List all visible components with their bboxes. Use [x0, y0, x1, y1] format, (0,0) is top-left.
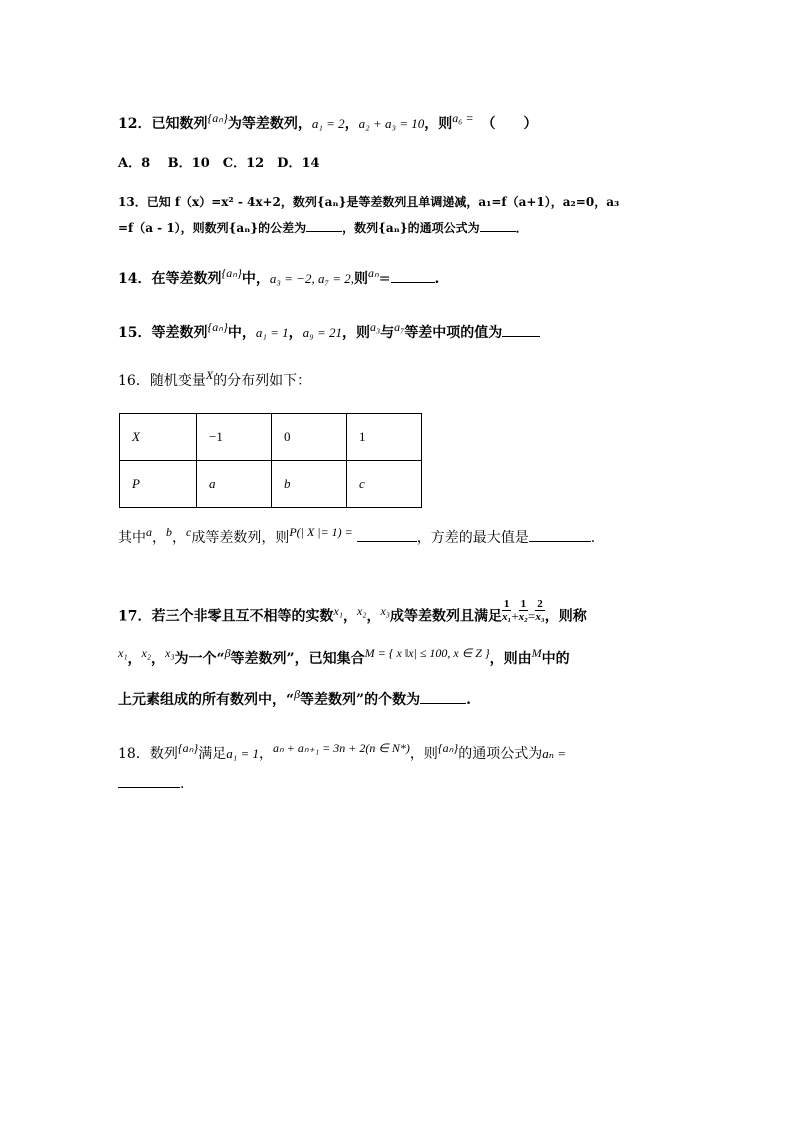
q14-end: . — [434, 271, 440, 287]
q14-sequence: {aₙ} — [221, 266, 242, 280]
q15-a3: a₃ — [369, 320, 381, 334]
q16-after-3: ，方差的最大值是 — [416, 530, 529, 546]
q12-ask: a₆ = — [452, 111, 474, 125]
question-15 — [118, 322, 540, 342]
table-cell: 0 — [272, 414, 347, 461]
fraction-numerator: 1 — [520, 598, 527, 610]
q18-text-1: 数列 — [149, 746, 178, 762]
q15-text-2: 中， — [227, 325, 256, 341]
table-cell: X — [120, 414, 197, 461]
q16-text-1: 随机变量 — [149, 373, 206, 389]
q12-text-3: ，则 — [424, 116, 453, 132]
fraction-numerator: 2 — [537, 598, 543, 610]
q15-sep: ， — [288, 325, 303, 341]
question-18-line-2 — [118, 773, 184, 793]
q16-after-2: 成等差数列，则 — [191, 530, 290, 546]
q17-line2-x2: x₂ — [141, 646, 151, 660]
q17-beta: β — [224, 646, 231, 660]
q13-text-a: =f（a - 1），则数列{aₙ}的公差为 — [118, 221, 307, 235]
q18-sequence-2: {aₙ} — [437, 741, 459, 755]
q17-line2-x1: x₁ — [118, 646, 128, 660]
q17-blank — [420, 689, 466, 704]
q16-probability: P(| X |= 1) = — [289, 525, 353, 539]
q16-blank-1 — [357, 527, 417, 542]
q15-text-5: 等差中项的值为 — [404, 325, 503, 341]
q14-text-1: 在等差数列 — [151, 271, 222, 287]
question-16 — [118, 368, 312, 390]
table-cell: 1 — [347, 414, 422, 461]
q15-condition-1: a₁ = 1 — [255, 325, 289, 340]
q17-x1: x₁ — [333, 603, 343, 618]
q13-text-b: ，数列{aₙ}的通项公式为 — [342, 221, 480, 235]
q18-text-3: ，则 — [409, 746, 438, 762]
q15-number: 15． — [118, 325, 152, 341]
fraction-denominator: x₁ — [501, 611, 512, 623]
question-13-line-2 — [118, 217, 528, 237]
q15-text-3: ，则 — [341, 325, 370, 341]
q13-text-c: ． — [515, 221, 528, 235]
q17-sep-1: ， — [342, 608, 357, 625]
q17-line2-sep-2: ， — [151, 651, 165, 667]
q12-text-1: 已知数列 — [151, 116, 208, 132]
q17-sep-2: ， — [366, 608, 381, 625]
q17-beta-2: β — [294, 687, 301, 701]
q17-text-6: ，则由 — [489, 651, 532, 667]
question-12 — [118, 111, 538, 133]
q17-x3: x₃ — [380, 603, 390, 618]
q13-blank-2 — [480, 217, 516, 232]
table-cell: P — [120, 461, 197, 508]
q14-blank — [391, 268, 435, 283]
q18-end: . — [180, 776, 185, 792]
q18-condition-1: a₁ = 1 — [226, 746, 260, 761]
question-18 — [118, 741, 567, 763]
q18-text-2: 满足 — [198, 746, 227, 762]
q16-a: a — [146, 525, 152, 539]
q16-c: c — [186, 525, 192, 539]
q14-text-3: 则 — [353, 271, 368, 287]
q17-equals: = — [528, 608, 536, 624]
q15-a7: a₇ — [394, 320, 405, 334]
q18-text-4: 的通项公式为 — [458, 746, 543, 762]
q12-sep: ， — [344, 116, 359, 132]
q17-line2-x3: x₃ — [165, 646, 175, 660]
q17-fraction-1 — [502, 598, 511, 623]
q16-sep-1: ， — [152, 530, 166, 546]
q17-fraction-2 — [519, 598, 528, 623]
q16-number: 16． — [118, 373, 150, 389]
q12-number: 12． — [118, 116, 152, 132]
q17-text-7: 中的 — [541, 651, 570, 667]
q17-text-3: ，则称 — [544, 608, 587, 625]
q14-number: 14． — [118, 271, 152, 287]
question-17-line-3 — [118, 689, 471, 709]
q12-options: A．8 B．10 C．12 D．14 — [118, 156, 320, 171]
q15-text-1: 等差数列 — [151, 325, 208, 341]
q16-b: b — [166, 525, 172, 539]
q18-sep: ， — [259, 746, 274, 762]
table-cell: −1 — [197, 414, 272, 461]
table-cell: a — [197, 461, 272, 508]
q13-line-1: 13．已知 f（x）=x² - 4x+2，数列{aₙ}是等差数列且单调递减，a₁=f（a+1），a₂=0，a₃ — [118, 195, 620, 209]
q17-M: M — [531, 646, 542, 660]
table-row — [120, 414, 422, 461]
fraction-numerator: 1 — [503, 598, 510, 610]
q18-number: 18． — [118, 746, 150, 762]
q17-text-4: 为一个“ — [174, 651, 225, 667]
q17-line2-sep-1: ， — [127, 651, 142, 667]
q18-sequence: {aₙ} — [177, 741, 199, 755]
q15-blank — [502, 322, 540, 337]
fraction-denominator: x₃ — [535, 611, 545, 623]
q13-blank-1 — [306, 217, 342, 232]
q17-line3-b: 等差数列”的个数为 — [300, 692, 421, 708]
q17-number: 17． — [118, 608, 152, 625]
question-17-line-2 — [118, 646, 570, 668]
q18-condition-2: aₙ + aₙ₊₁ = 3n + 2(n ∈ N*) — [273, 741, 410, 755]
question-14 — [118, 268, 439, 288]
table-row — [120, 461, 422, 508]
q16-after-4: . — [590, 530, 596, 546]
q17-set: M = { x ‖x| ≤ 100, x ∈ Z } — [364, 646, 490, 660]
q17-plus: + — [511, 608, 519, 624]
q17-line3-c: . — [466, 692, 471, 708]
fraction-denominator: x₂ — [518, 611, 529, 623]
q18-blank — [118, 773, 180, 788]
q16-variable: X — [205, 368, 214, 382]
q14-condition: a₃ = −2, a₇ = 2, — [269, 271, 354, 286]
q15-sequence: {aₙ} — [207, 320, 228, 334]
q17-x2: x₂ — [356, 603, 367, 618]
q17-text-5: 等差数列”，已知集合 — [230, 651, 365, 667]
q18-ask: aₙ = — [542, 746, 567, 761]
q16-sep-2: ， — [172, 530, 186, 546]
distribution-table — [119, 413, 422, 508]
q14-eq: = — [378, 271, 391, 287]
q15-text-4: 与 — [380, 325, 395, 341]
q17-fraction-3 — [535, 598, 544, 623]
q16-blank-2 — [529, 527, 591, 542]
q12-paren: （ ） — [481, 116, 538, 132]
q12-sequence: {aₙ} — [207, 111, 228, 125]
q17-line3-a: 上元素组成的所有数列中，“ — [118, 692, 295, 708]
question-16-after — [118, 527, 595, 547]
q14-text-2: 中， — [241, 271, 270, 287]
q17-text-2: 成等差数列且满足 — [389, 608, 502, 625]
table-cell: b — [272, 461, 347, 508]
q15-condition-2: a₉ = 21 — [302, 325, 342, 340]
q16-after-1: 其中 — [118, 530, 146, 546]
q12-text-2: 为等差数列， — [227, 116, 312, 132]
table-cell: c — [347, 461, 422, 508]
q12-condition-1: a₁ = 2 — [311, 116, 345, 131]
q12-condition-2: a₂ + a₃ = 10 — [358, 116, 425, 131]
q17-text-1: 若三个非零且互不相等的实数 — [151, 608, 334, 625]
q16-text-2: 的分布列如下： — [213, 373, 312, 389]
question-17-line-1 — [118, 598, 587, 629]
q14-ask: aₙ — [367, 266, 379, 280]
